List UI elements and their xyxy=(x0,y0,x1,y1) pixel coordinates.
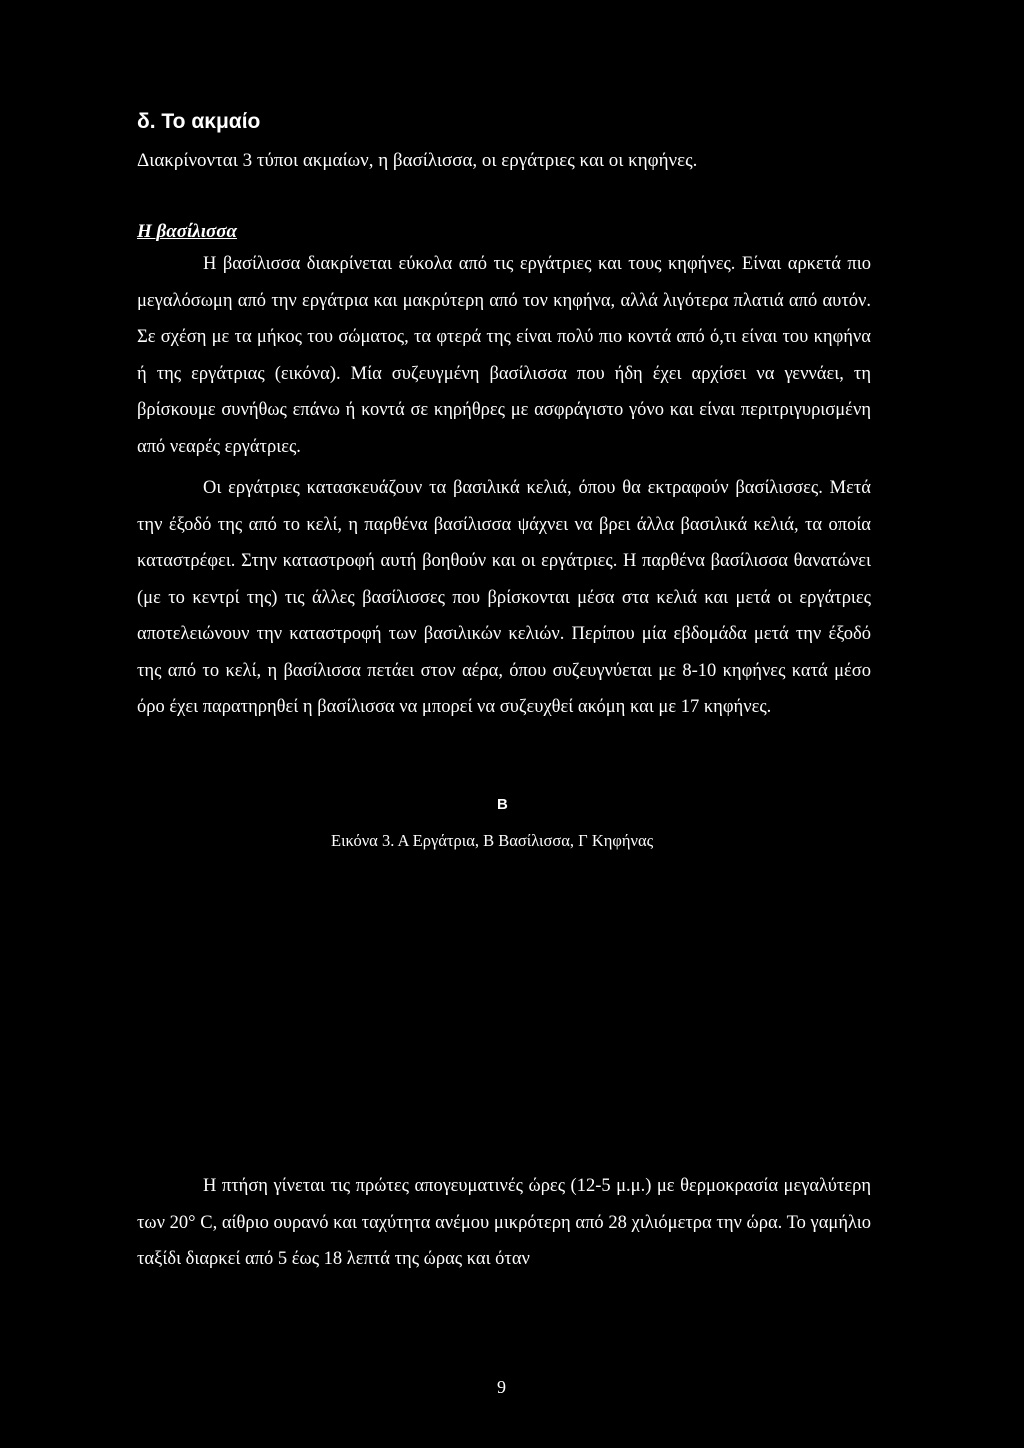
figure-caption: Εικόνα 3. Α Εργάτρια, Β Βασίλισσα, Γ Κηφήνας xyxy=(331,831,654,850)
queen-paragraph-2: Οι εργάτριες κατασκευάζουν τα βασιλικά κελιά, όπου θα εκτραφούν βασίλισσες. Μετά την έξοδό της από το κελί, η παρθένα βασίλισσα ψάχνει να βρει άλλα βασιλικά κελιά, τα οποία καταστρέφει. Στην καταστροφή αυτή βοηθούν και οι εργάτριες. Η παρθένα βασίλισσα θανατώνει (με το κεντρί της) τις άλλες βασίλισσες που βρίσκονται μέσα στα κελιά και μετά οι εργάτριες αποτελειώνουν την καταστροφή των βασιλικών κελιών. Περίπου μία εβδομάδα μετά την έξοδό της από το κελί, η βασίλισσα πετάει στον αέρα, όπου συζευγνύεται με 8-10 κηφήνες κατά μέσο όρο έχει παρατηρηθεί η βασίλισσα να μπορεί να συζευχθεί ακόμη και με 17 κηφήνες. xyxy=(137,478,871,717)
section-heading: δ. Το ακμαίο xyxy=(137,110,261,133)
queen-paragraph-1: Η βασίλισσα διακρίνεται εύκολα από τις εργάτριες και τους κηφήνες. Είναι αρκετά πιο μεγαλόσωμη από την εργάτρια και μακρύτερη από τον κηφήνα, αλλά λιγότερα πλατιά από αυτόν. Σε σχέση με τα μήκος του σώματος, τα φτερά της είναι πολύ πιο κοντά από ό,τι είναι του κηφήνα ή της εργάτριας (εικόνα). Μία συζευγμένη βασίλισσα που ήδη έχει αρχίσει να γεννάει, τη βρίσκουμε συνήθως επάνω ή κοντά σε κηρήθρες με ασφράγιστο γόνο και είναι περιτριγυρισμένη από νεαρές εργάτριες. xyxy=(137,254,871,457)
figure-label: B xyxy=(497,796,508,813)
queen-subheading: Η βασίλισσα xyxy=(137,221,238,242)
page-number: 9 xyxy=(497,1377,506,1397)
flight-paragraph: Η πτήση γίνεται τις πρώτες απογευματινές ώρες (12-5 μ.μ.) με θερμοκρασία μεγαλύτερη των 20° C, αίθριο ουρανό και ταχύτητα ανέμου μικρότερη από 28 χιλιόμετρα την ώρα. Το γαμήλιο ταξίδι διαρκεί από 5 έως 18 λεπτά της ώρας και όταν xyxy=(137,1176,871,1269)
intro-text: Διακρίνονται 3 τύποι ακμαίων, η βασίλισσα, οι εργάτριες και οι κηφήνες. xyxy=(137,150,698,171)
